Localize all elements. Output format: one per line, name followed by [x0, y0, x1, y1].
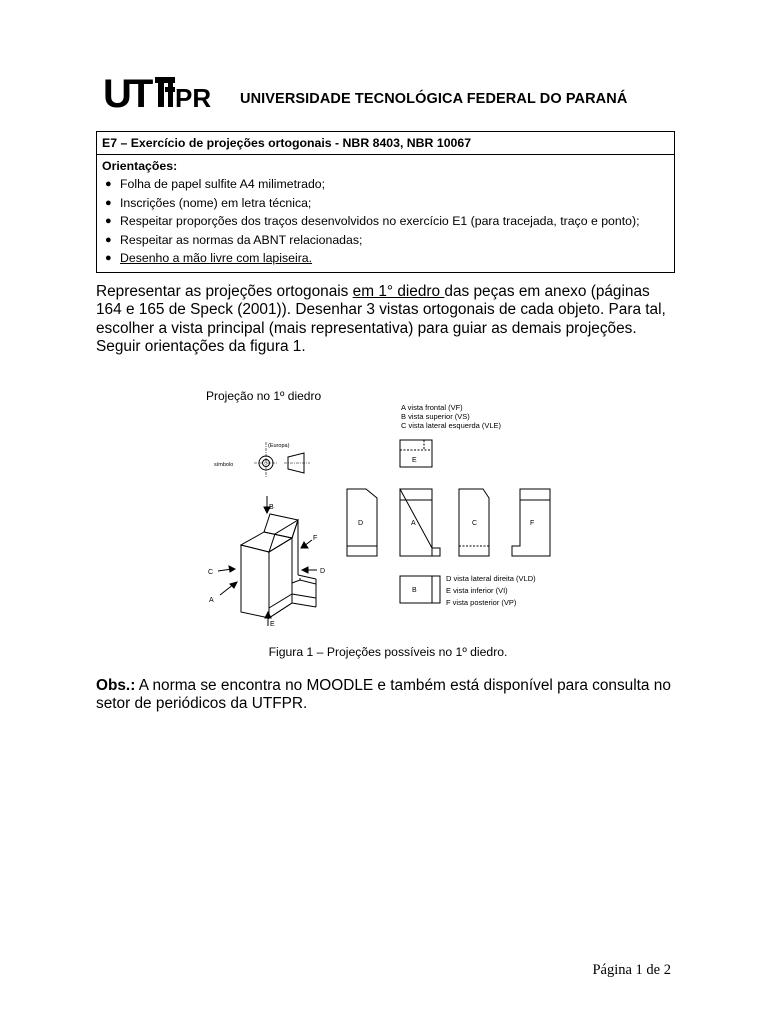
europe-label: (Europa)	[268, 443, 290, 449]
intro-paragraph: Representar as projeções ortogonais em 1° diedro das peças em anexo (páginas 164 e 165 de Speck (2001)). Desenhar 3 vistas ortogonais de cada objeto. Para tal, escolher a vista principal (mais representativa) para guiar as demais projeções. Seguir orientações da figura 1.	[96, 283, 666, 355]
svg-text:D: D	[358, 520, 364, 527]
view-d	[347, 489, 377, 556]
legend-f: F vista posterior (VP)	[446, 598, 517, 607]
legend-a: A vista frontal (VF)	[401, 403, 463, 412]
legend-c: C vista lateral esquerda (VLE)	[401, 421, 502, 430]
legend-d: D vista lateral direita (VLD)	[446, 574, 536, 583]
logo-pr: PR	[175, 83, 212, 113]
list-item: ● Respeitar proporções dos traços desenvolvidos no exercício E1 (para tracejada, traço e ponto);	[105, 214, 640, 229]
label-e-top: E	[412, 457, 417, 464]
arrow-label-c: C	[208, 569, 214, 576]
view-b-bottom	[400, 576, 440, 603]
observation-paragraph: Obs.: A norma se encontra no MOODLE e também está disponível para consulta no setor de periódicos da UTFPR.	[96, 677, 671, 713]
exercise-box	[96, 131, 675, 273]
guidelines-list	[102, 175, 669, 268]
svg-text:B: B	[412, 587, 417, 594]
university-name: UNIVERSIDADE TECNOLÓGICA FEDERAL DO PARANÁ	[240, 91, 628, 107]
svg-text:C: C	[472, 520, 478, 527]
projection-figure	[200, 380, 570, 630]
arrow-label-e: E	[270, 621, 275, 628]
legend-e: E vista inferior (VI)	[446, 586, 508, 595]
list-item: ● Respeitar as normas da ABNT relacionadas;	[105, 232, 363, 247]
exercise-title: E7 – Exercício de projeções ortogonais - NBR 8403, NBR 10067	[97, 132, 674, 155]
figure-caption: Figura 1 – Projeções possíveis no 1º diedro.	[268, 645, 508, 659]
arrow-label-b: B	[269, 504, 274, 511]
symbol-label: símbolo	[214, 462, 234, 468]
utfpr-logo	[103, 73, 213, 113]
view-f	[512, 489, 550, 556]
view-c	[459, 489, 489, 556]
list-item: ● Folha de papel sulfite A4 milimetrado;	[105, 177, 326, 191]
legend-b: B vista superior (VS)	[401, 412, 470, 421]
list-item: ● Inscrições (nome) em letra técnica;	[105, 195, 312, 210]
view-a	[400, 489, 440, 556]
guidelines-heading: Orientações:	[102, 159, 178, 173]
obs-label: Obs.:	[96, 677, 136, 694]
arrow-label-d: D	[320, 568, 326, 575]
logo-f-mark	[155, 77, 175, 107]
svg-text:A: A	[411, 520, 416, 527]
logo-ut: UT	[103, 73, 151, 113]
svg-text:F: F	[530, 520, 535, 527]
arrow-label-f: F	[313, 535, 318, 542]
figure-heading: Projeção no 1º diedro	[206, 389, 322, 403]
isometric-part	[241, 514, 316, 618]
list-item: ● Desenho a mão livre com lapiseira.	[105, 251, 313, 266]
arrow-label-a: A	[209, 597, 214, 604]
page-number: Página 1 de 2	[592, 962, 671, 978]
